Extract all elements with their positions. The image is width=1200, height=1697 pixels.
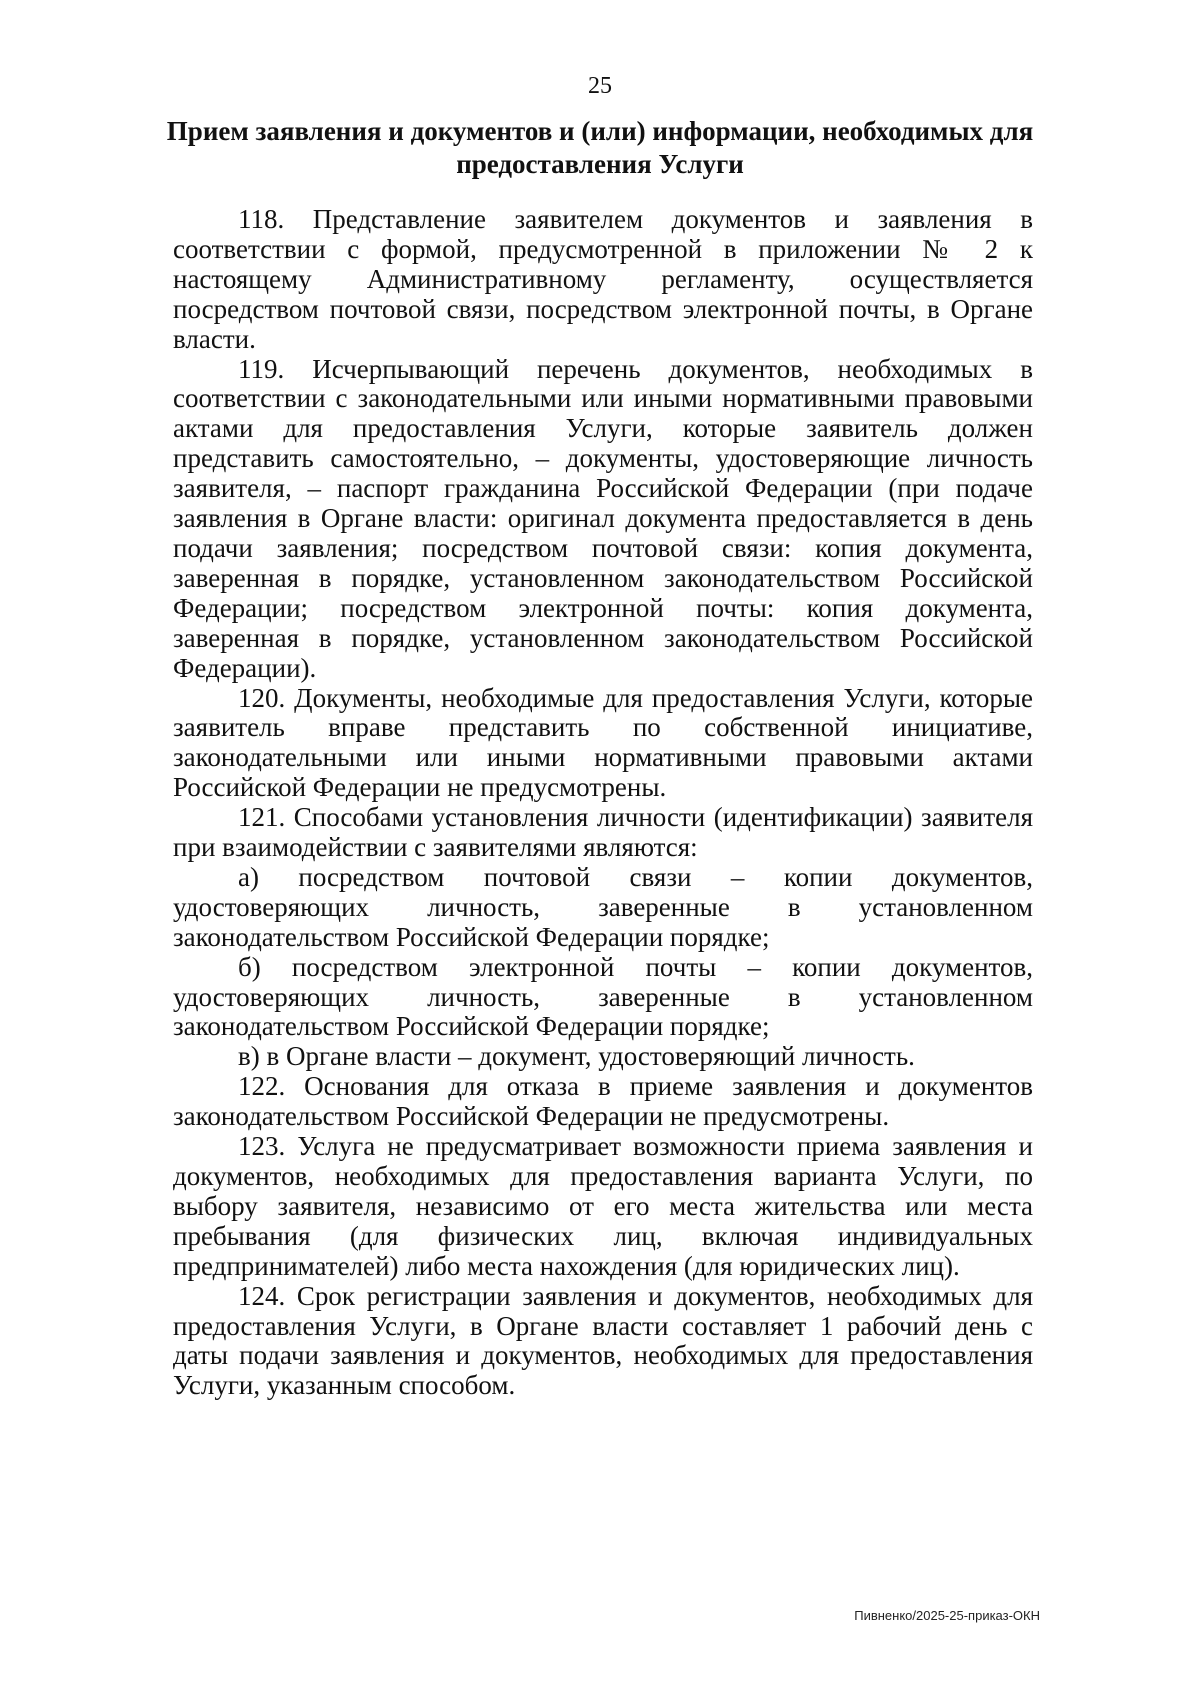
paragraph-121: 121. Способами установления личности (идентификации) заявителя при взаимодействии с заявителями являются: (173, 802, 1033, 863)
paragraph-119: 119. Исчерпывающий перечень документов, необходимых в соответствии с законодательными или иными нормативными правовыми актами для предоставления Услуги, которые заявитель должен представить самостоятельно, – документы, удостоверяющие личность заявителя, – паспорт гражданина Российской Федерации (при подаче заявления в Органе власти: оригинал документа предоставляется в день подачи заявления; посредством почтовой связи: копия документа, заверенная в порядке, установленном законодательством Российской Федерации; посредством электронной почты: копия документа, заверенная в порядке, установленном законодательством Российской Федерации). (173, 353, 1033, 683)
document-footer-reference: Пивненко/2025-25-приказ-ОКН (854, 1608, 1040, 1623)
paragraph-124: 124. Срок регистрации заявления и документов, необходимых для предоставления Услуги, в Органе власти составляет 1 рабочий день с даты подачи заявления и документов, необходимых для предоставления Услуги, указанным способом. (173, 1280, 1033, 1401)
paragraph-123: 123. Услуга не предусматривает возможности приема заявления и документов, необходимых для предоставления варианта Услуги, по выбору заявителя, независимо от его места жительства или места пребывания (для физических лиц, включая индивидуальных предпринимателей) либо места нахождения (для юридических лиц). (173, 1131, 1033, 1281)
section-heading-line-2: предоставления Услуги (456, 149, 744, 179)
section-heading-line-1: Прием заявления и документов и (или) информации, необходимых для (166, 116, 1034, 146)
paragraph-121-b: б) посредством электронной почты – копии документов, удостоверяющих личность, заверенные в установленном законодательством Российской Федерации порядке; (173, 951, 1033, 1042)
paragraph-118: 118. Представление заявителем документов и заявления в соответствии с формой, предусмотренной в приложении № 2 к настоящему Административному регламенту, осуществляется посредством почтовой связи, посредством электронной почты, в Органе власти. (173, 204, 1033, 354)
paragraph-121-v: в) в Органе власти – документ, удостоверяющий личность. (238, 1041, 915, 1072)
document-body (173, 205, 1033, 1401)
page-number: 25 (588, 73, 612, 99)
paragraph-120: 120. Документы, необходимые для предоставления Услуги, которые заявитель вправе представить по собственной инициативе, законодательными или иными нормативными правовыми актами Российской Федерации не предусмотрены. (173, 682, 1033, 803)
section-heading (150, 115, 1050, 181)
paragraph-122: 122. Основания для отказа в приеме заявления и документов законодательством Российской Федерации не предусмотрены. (173, 1071, 1033, 1132)
paragraph-121-a: а) посредством почтовой связи – копии документов, удостоверяющих личность, заверенные в установленном законодательством Российской Федерации порядке; (173, 861, 1033, 952)
